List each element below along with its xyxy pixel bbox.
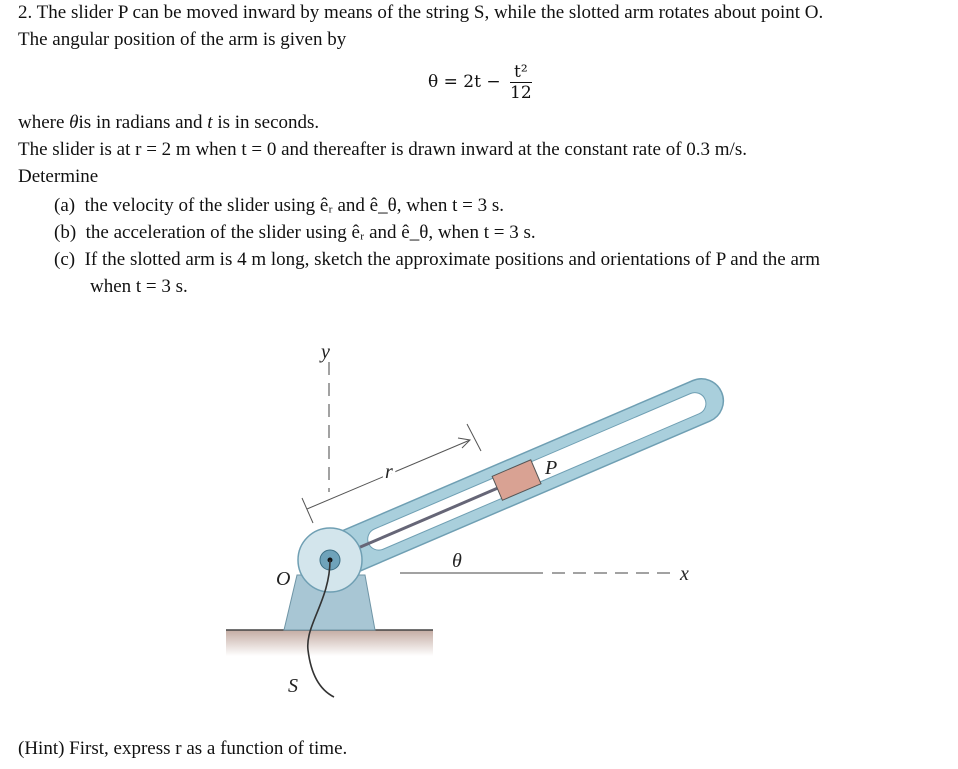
theta-label: θ xyxy=(452,550,462,572)
y-axis-label: y xyxy=(321,341,330,363)
part-label: (c) xyxy=(54,249,76,270)
part-text: the acceleration of the slider using êᵣ and ê_θ, when t = 3 s. xyxy=(85,222,536,243)
formula-lhs: θ = 2t − xyxy=(428,72,501,92)
origin-label: O xyxy=(276,568,291,590)
slotted-arm xyxy=(310,372,730,585)
formula-numerator: t² xyxy=(510,62,532,83)
formula-denominator: 12 xyxy=(510,83,532,103)
r-dimension-tick xyxy=(467,424,481,451)
r-label: r xyxy=(385,461,393,483)
text: is in radians and xyxy=(78,112,208,133)
t-symbol: t xyxy=(207,112,213,133)
hint: (Hint) First, express r as a function of time. xyxy=(18,738,348,759)
part-text: the velocity of the slider using êᵣ and ê_θ, when t = 3 s. xyxy=(84,195,504,216)
problem-statement-line1: 2. The slider P can be moved inward by means of the string S, while the slotted arm rotates about point O. xyxy=(18,2,824,23)
string-label: S xyxy=(288,675,298,697)
problem-statement-line2: The angular position of the arm is given by xyxy=(18,29,347,50)
theta-symbol: θ xyxy=(69,112,79,133)
r-dimension-tick xyxy=(302,498,313,523)
ground xyxy=(226,630,433,656)
part-c-continued: when t = 3 s. xyxy=(90,276,188,297)
part-text: If the slotted arm is 4 m long, sketch the approximate positions and orientations of P and the arm xyxy=(84,249,820,270)
initial-condition-statement: The slider is at r = 2 m when t = 0 and thereafter is drawn inward at the constant rate of 0.3 m/s. xyxy=(18,139,747,160)
x-axis-label: x xyxy=(680,563,689,585)
part-label: (a) xyxy=(54,195,76,216)
part-label: (b) xyxy=(54,222,77,243)
text: is in seconds. xyxy=(212,112,320,133)
slider-label: P xyxy=(545,457,558,479)
determine-label: Determine xyxy=(18,166,99,187)
text: where xyxy=(18,112,70,133)
